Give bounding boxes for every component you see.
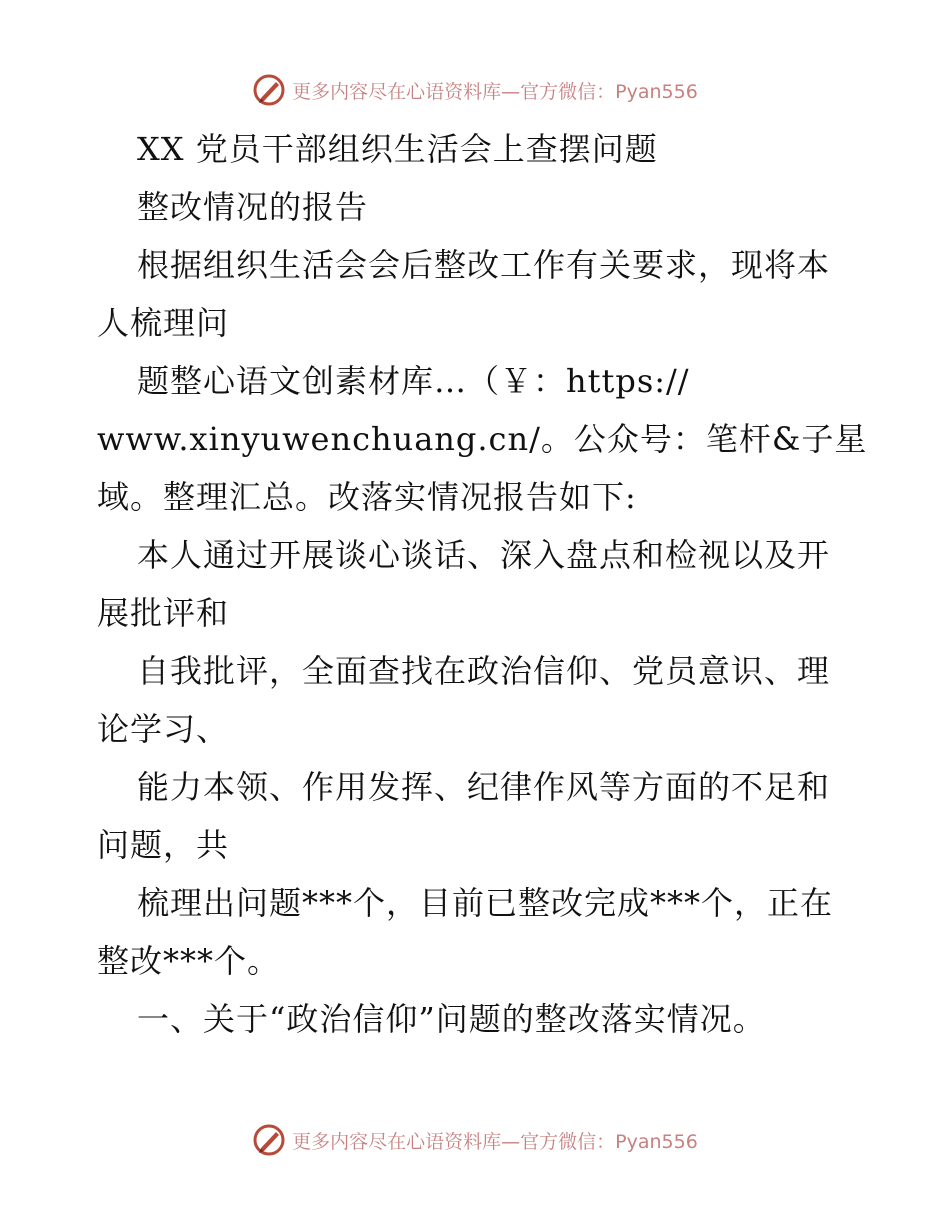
doc-paragraph-line: 域。整理汇总。改落实情况报告如下: [97, 478, 637, 516]
watermark-text: 更多内容尽在心语资料库—官方微信：Pyan556 [292, 1130, 698, 1153]
doc-paragraph-line: 梳理出问题***个，目前已整改完成***个，正在 [137, 884, 834, 922]
doc-paragraph-line: www.xinyuwenchuang.cn/。公众号：笔杆&子星 [97, 420, 868, 458]
doc-paragraph-line: 题整心语文创素材库…（￥：https:// [137, 362, 690, 400]
doc-paragraph-line: 自我批评，全面查找在政治信仰、党员意识、理 [137, 652, 831, 690]
watermark-text: 更多内容尽在心语资料库—官方微信：Pyan556 [292, 80, 698, 103]
watermark-banner-top [0, 70, 950, 110]
doc-paragraph-line: 人梳理问 [97, 304, 230, 342]
doc-paragraph-line: 展批评和 [97, 594, 230, 632]
pen-circle-logo-icon [252, 1123, 286, 1157]
doc-paragraph-line: 论学习、 [97, 710, 230, 748]
document-body [97, 120, 868, 1048]
doc-paragraph-line: 问题，共 [97, 826, 230, 864]
watermark-banner-bottom [0, 1120, 950, 1160]
doc-title-line-2: 整改情况的报告 [137, 188, 369, 226]
doc-paragraph-line: 本人通过开展谈心谈话、深入盘点和检视以及开 [137, 536, 831, 574]
doc-section-heading: 一、关于“政治信仰”问题的整改落实情况。 [137, 1000, 766, 1038]
doc-paragraph-line: 整改***个。 [97, 942, 281, 980]
doc-paragraph-line: 能力本领、作用发挥、纪律作风等方面的不足和 [137, 768, 831, 806]
doc-title-line-1: XX 党员干部组织生活会上查摆问题 [137, 130, 658, 168]
doc-paragraph-line: 根据组织生活会会后整改工作有关要求，现将本 [137, 246, 831, 284]
pen-circle-logo-icon [252, 73, 286, 107]
